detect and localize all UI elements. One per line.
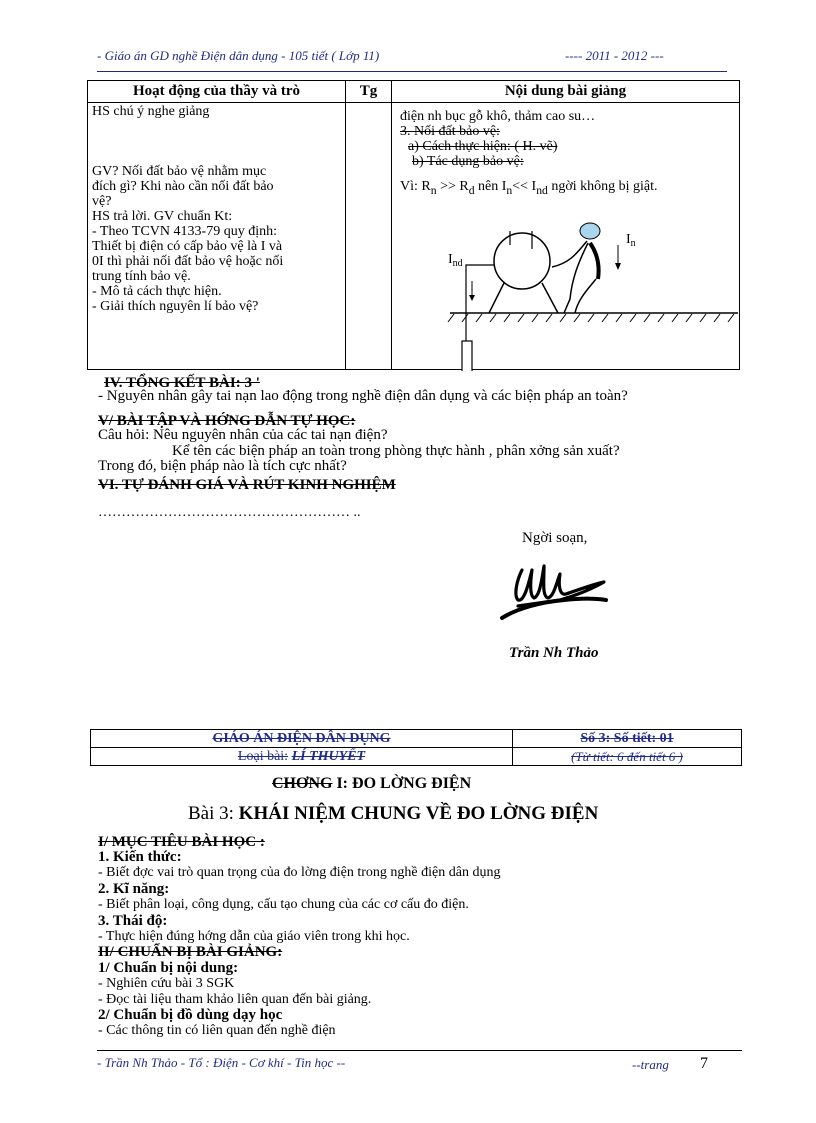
content-prep-heading: 1/ Chuẩn bị nội dung: xyxy=(98,960,239,976)
page-number: 7 xyxy=(700,1055,708,1072)
col-header-activity: Hoạt động của thầy và trò xyxy=(88,81,346,103)
label-in: $I_n$ xyxy=(626,232,636,249)
person-leg xyxy=(575,279,596,313)
summary-heading: IV. TỔNG KẾT BÀI: 3 ' xyxy=(104,375,260,391)
knowledge-line: - Biết đợc vai trò quan trọng của đo lờng điện trong nghề điện dân dụng xyxy=(98,865,501,880)
content-prep-line: - Đọc tài liệu tham khảo liên quan đến bài giảng. xyxy=(98,992,372,1007)
attitude-line: - Thực hiện đúng hớng dẫn của giáo viên trong khi học. xyxy=(98,929,410,944)
ind-arrowhead xyxy=(469,295,475,301)
motor-leg xyxy=(542,283,558,313)
activity-line: vệ? xyxy=(92,194,112,209)
homework-line: Trong đó, biện pháp nào là tích cực nhất? xyxy=(98,458,347,474)
lesson-periods: (Từ tiết: 6 đến tiết 6 ) xyxy=(513,748,742,766)
col-header-time: Tg xyxy=(346,81,392,103)
motor-circle xyxy=(494,233,550,289)
content-line: 3. Nối đất bảo vệ: xyxy=(400,124,500,139)
header-rule xyxy=(97,71,727,72)
activity-line: 0I thì phải nối đất bảo vệ hoặc nối xyxy=(92,254,284,269)
activity-line: - Theo TCVN 4133-79 quy định: xyxy=(92,224,277,239)
in-arrowhead xyxy=(615,263,621,270)
selfeval-heading: VI. TỰ ĐÁNH GIÁ VÀ RÚT KINH NGHIỆM xyxy=(98,477,396,493)
objectives-heading: I/ MỤC TIÊU BÀI HỌC : xyxy=(98,834,265,850)
activity-table xyxy=(87,80,740,370)
chapter-title: CHƠNG I: ĐO LỜNG ĐIỆN xyxy=(272,775,472,792)
content-prep-line: - Nghiên cứu bài 3 SGK xyxy=(98,976,235,991)
col-header-content: Nội dung bài giảng xyxy=(392,81,740,103)
page-header-right: ---- 2011 - 2012 --- xyxy=(565,48,664,63)
lesson-number: Số 3: Số tiết: 01 xyxy=(513,730,742,748)
page-header-left: - Giáo án GD nghề Điện dân dụng - 105 tiết ( Lớp 11) xyxy=(97,48,380,63)
homework-line: Kể tên các biện pháp an toàn trong phòng thực hành , phân xởng sản xuất? xyxy=(172,443,620,459)
materials-heading: 2/ Chuẩn bị đồ dùng dạy học xyxy=(98,1007,283,1023)
ground-rod xyxy=(462,341,472,371)
footer-left: - Trần Nh Thảo - Tổ : Điện - Cơ khí - Tin học -- xyxy=(97,1055,346,1070)
content-line: a) Cách thực hiện: ( H. vẽ) xyxy=(408,139,558,154)
activity-line: trung tính bảo vệ. xyxy=(92,269,191,284)
label-ind: $I_{nd}$ xyxy=(448,252,463,269)
lesson-type: Loại bài: LÍ THUYẾT xyxy=(91,748,513,766)
protection-formula: Vì: $R_n >> R_d$ nên $I_n<< I_{nd}$ ngời không bị giật. xyxy=(400,179,658,197)
materials-line: - Các thông tin có liên quan đến nghề điện xyxy=(98,1023,336,1038)
activity-line: HS chú ý nghe giảng xyxy=(92,104,210,119)
ground-hatch xyxy=(448,314,734,322)
activity-line: HS trả lời. GV chuẩn Kt: xyxy=(92,209,233,224)
signature-label: Ngời soạn, xyxy=(522,530,588,546)
activity-lines xyxy=(88,103,345,315)
activity-line xyxy=(92,134,341,149)
footer-right: --trang xyxy=(632,1057,669,1072)
skills-heading: 2. Kĩ năng: xyxy=(98,881,170,897)
summary-line: - Nguyên nhân gây tai nạn lao động trong nghề điện dân dụng và các biện pháp an toàn? xyxy=(98,388,628,404)
activity-line: Thiết bị điện có cấp bảo vệ là I và xyxy=(92,239,283,254)
activity-line: - Giải thích nguyên lí bảo vệ? xyxy=(92,299,259,314)
signature-name: Trần Nh Thảo xyxy=(509,645,599,661)
content-line: b) Tác dụng bảo vệ: xyxy=(412,154,524,169)
person-body xyxy=(590,243,599,279)
handwritten-signature xyxy=(498,556,610,628)
time-cell xyxy=(346,103,392,370)
skills-line: - Biết phân loại, công dụng, cấu tạo chung của các cơ cấu đo điện. xyxy=(98,897,469,912)
activity-line xyxy=(92,149,341,164)
content-cell xyxy=(392,103,740,370)
activity-line: GV? Nối đất bảo vệ nhằm mục xyxy=(92,164,267,179)
lesson-header-table xyxy=(90,729,742,766)
person-head xyxy=(580,223,600,239)
ground-wire xyxy=(466,265,495,343)
knowledge-heading: 1. Kiến thức: xyxy=(98,849,182,865)
attitude-heading: 3. Thái độ: xyxy=(98,913,168,929)
footer-rule xyxy=(97,1050,742,1051)
activity-line: đích gì? Khi nào cần nối đất bảo xyxy=(92,179,274,194)
homework-line: Câu hỏi: Nêu nguyên nhân của các tai nạn điện? xyxy=(98,427,388,443)
activity-cell xyxy=(88,103,346,370)
content-line: điện nh bục gỗ khô, thảm cao su… xyxy=(400,109,596,124)
activity-line xyxy=(92,119,341,134)
motor-leg xyxy=(489,283,504,313)
preparation-heading: II/ CHUẨN BỊ BÀI GIẢNG: xyxy=(98,944,283,960)
activity-line: - Mô tả cách thực hiện. xyxy=(92,284,222,299)
lesson-plan-title: GIÁO ÁN ĐIỆN DÂN DỤNG xyxy=(91,730,513,748)
lesson-title: Bài 3: KHÁI NIỆM CHUNG VỀ ĐO LỜNG ĐIỆN xyxy=(188,803,599,824)
homework-heading: V/ BÀI TẬP VÀ HỚNG DẪN TỰ HỌC: xyxy=(98,413,356,429)
grounding-diagram xyxy=(392,103,740,371)
person-arm xyxy=(552,241,587,267)
selfeval-dots: ……………………………………………… .. xyxy=(98,505,361,520)
